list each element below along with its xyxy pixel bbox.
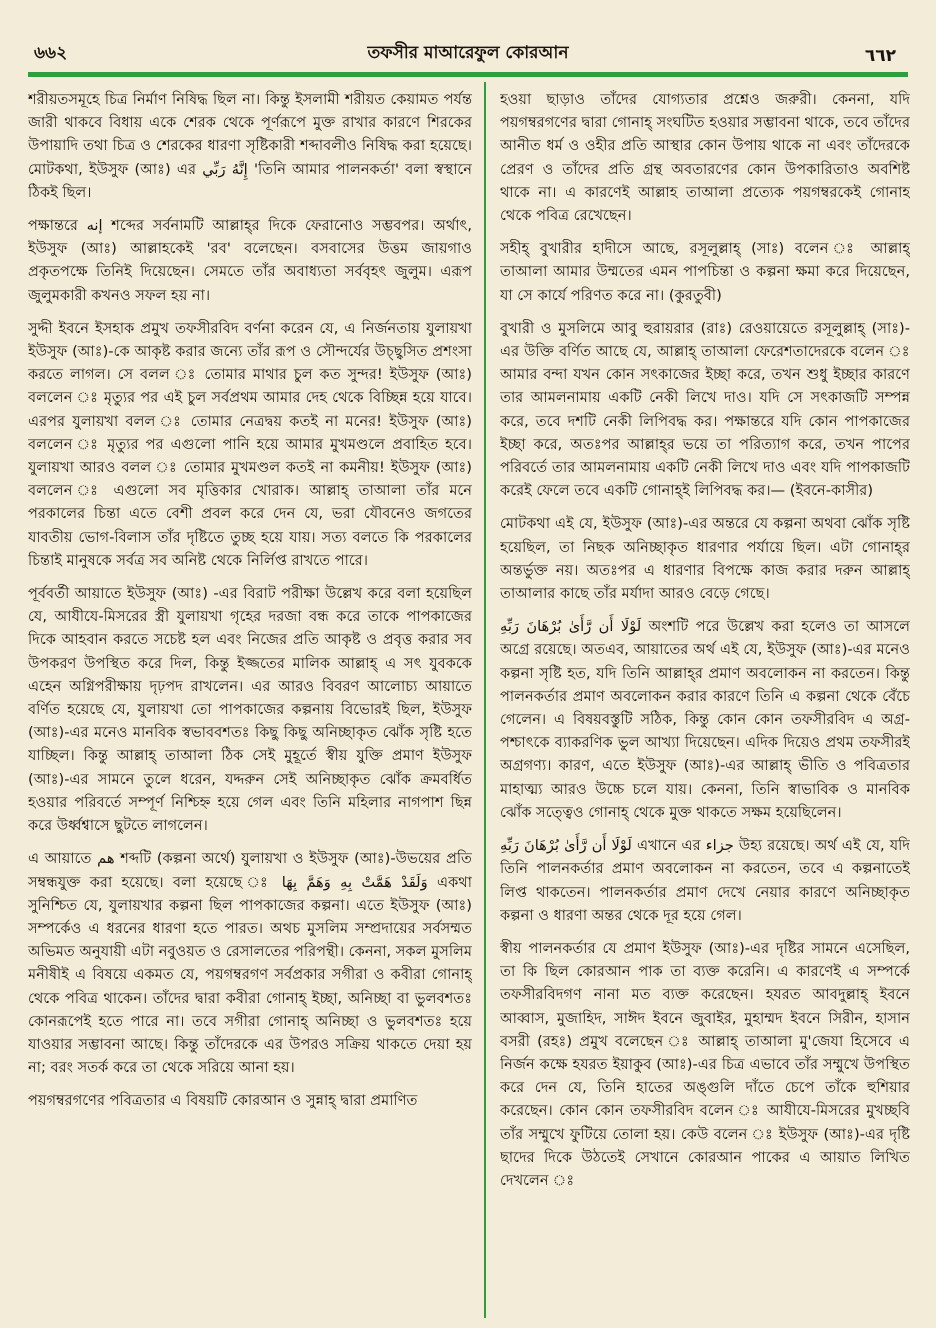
paragraph: শরীয়তসমূহে চিত্র নির্মাণ নিষিদ্ধ ছিল না। কিন্তু ইসলামী শরীয়ত কেয়ামত পর্যন্ত জারী থাকবে বিধায় একে শেরক থেকে পূর্ণরূপে মুক্ত রাখার কারণে শিরকের উপায়াদি তথা চিত্র ও শেরকের ধারণা সৃষ্টিকারী শব্দাবলীও নিষিদ্ধ করা হয়েছে। মোটকথা, ইউসুফ (আঃ) এর إِنَّهُ رَبِّي 'তিনি আমার পালনকর্তা' বলা স্বস্থানে ঠিকই ছিল।	[28, 91, 472, 201]
paragraph: হওয়া ছাড়াও তাঁদের যোগ্যতার প্রশ্নেও জরুরী। কেননা, যদি পয়গম্বরগণের দ্বারা গোনাহ্ সংঘটিত হওয়ার সম্ভাবনা থাকে, তবে তাঁদের আনীত ধর্ম ও ওহীর প্রতি আস্থার কোন উপায় থাকে না এবং তাঁদেরকে প্রেরণ ও তাঁদের প্রতি গ্রন্থ অবতারণের কোন উপকারিতাও অবশিষ্ট থাকে না। এ কারণেই আল্লাহ তাআলা প্রত্যেক পয়গম্বরকেই গোনাহ থেকে পবিত্র রেখেছেন।	[500, 91, 910, 225]
page-number-right: ٦٦٢	[864, 46, 896, 66]
paragraph: পক্ষান্তরে إنه শব্দের সর্বনামটি আল্লাহ্‌র দিকে ফেরানোও সম্ভবপর। অর্থাৎ, ইউসুফ (আঃ) আল্লাহকেই 'রব' বলেছেন। বসবাসের উত্তম জায়গাও প্রকৃতপক্ষে তিনিই দিয়েছেন। সেমতে তাঁর অবাধ্যতা সর্ববৃহৎ জুলুম। এরূপ জুলুমকারী কখনও সফল হয় না।	[28, 217, 472, 304]
right-column	[500, 88, 910, 1320]
paragraph: সহীহ্ বুখারীর হাদীসে আছে, রসূলুল্লাহ্ (সাঃ) বলেন ঃ আল্লাহ্ তাআলা আমার উম্মতের এমন পাপচিন্তা ও কল্পনা ক্ষমা করে দিয়েছেন, যা সে কার্যে পরিণত করে না। (কুরতুবী)	[500, 240, 910, 304]
paragraph: স্বীয় পালনকর্তার যে প্রমাণ ইউসুফ (আঃ)-এর দৃষ্টির সামনে এসেছিল, তা কি ছিল কোরআন পাক তা ব্যক্ত করেনি। এ কারণেই এ সম্পর্কে তফসীরবিদগণ নানা মত ব্যক্ত করেছেন। হযরত আবদুল্লাহ্ ইবনে আব্বাস, মুজাহিদ, সাঈদ ইবনে জুবাইর, মুহাম্মদ ইবনে সিরীন, হাসান বসরী (রহঃ) প্রমুখ বলেছেন ঃ আল্লাহ্ তাআলা মু'জেযা হিসেবে এ নির্জন কক্ষে হযরত ইয়াকুব (আঃ)-এর চিত্র এভাবে তাঁর সম্মুখে উপস্থিত করে দেন যে, তিনি হাতের অঙ্গুলি দাঁতে চেপে তাঁকে হুশিয়ার করেছেন। কোন কোন তফসীরবিদ বলেন ঃ আযীযে-মিসরের মুখচ্ছবি তাঁর সম্মুখে ফুটিয়ে তোলা হয়। কেউ বলেন ঃ ইউসুফ (আঃ)-এর দৃষ্টি ছাদের দিকে উঠতেই সেখানে কোরআন পাকের এ আয়াত লিখিত দেখলেন ঃ	[500, 939, 910, 1189]
left-column	[28, 88, 472, 1320]
paragraph: এ আয়াতে هم শব্দটি (কল্পনা অর্থে) যুলায়খা ও ইউসুফ (আঃ)-উভয়ের প্রতি সম্বন্ধযুক্ত করা হয়েছে। বলা হয়েছে ঃ وَلَقَدْ هَمَّتْ بِهِ وَهَمَّ بِهَا একথা সুনিশ্চিত যে, যুলায়খার কল্পনা ছিল পাপকাজের কল্পনা। এতে ইউসুফ (আঃ) সম্পর্কেও এ ধরনের ধারণা হতে পারত। অথচ মুসলিম সম্প্রদায়ের সর্বসম্মত অভিমত অনুযায়ী এটা নবুওয়ত ও রেসালতের পরিপন্থী। কেননা, সকল মুসলিম মনীষীই এ বিষয়ে একমত যে, পয়গম্বরগণ সর্বপ্রকার সগীরা ও কবীরা গোনাহ্ থেকে পবিত্র থাকেন। তাঁদের দ্বারা কবীরা গোনাহ্ ইচ্ছা, অনিচ্ছা বা ভুলবশতঃ কোনরূপেই হতে পারে না। তবে সগীরা গোনাহ্ অনিচ্ছা ও ভুলবশতঃ হয়ে যাওয়ার সম্ভাবনা আছে। কিন্তু তাঁদেরকে এর উপরও সক্রিয় থাকতে দেয়া হয় না; বরং সতর্ক করে তা থেকে সরিয়ে আনা হয়।	[28, 850, 472, 1077]
page-header	[0, 0, 936, 78]
paragraph: মোটকথা এই যে, ইউসুফ (আঃ)-এর অন্তরে যে কল্পনা অথবা ঝোঁক সৃষ্টি হয়েছিল, তা নিছক অনিচ্ছাকৃত ধারণার পর্যায়ে ছিল। এটা গোনাহ্‌র অন্তর্ভুক্ত নয়। অতঃপর এ ধারণার বিপক্ষে কাজ করার দরুন আল্লাহ্ তাআলার কাছে তাঁর মর্যাদা আরও বেড়ে গেছে।	[500, 515, 910, 603]
paragraph: لَوْلَا أَن رَّأَىٰ بُرْهَانَ رَبِّهِ এখানে এর جزاء উহ্য রয়েছে। অর্থ এই যে, যদি তিনি পালনকর্তার প্রমাণ অবলোকন না করতেন, তবে এ কল্পনাতেই লিপ্ত থাকতেন। পালনকর্তার প্রমাণ দেখে নেয়ার কারণে অনিচ্ছাকৃত কল্পনা ও ধারণা অন্তর থেকে দূর হয়ে গেল।	[500, 837, 910, 924]
header-rule	[28, 72, 908, 77]
page-number-left: ৬৬২	[34, 43, 68, 63]
paragraph: পয়গম্বরগণের পবিত্রতার এ বিষয়টি কোরআন ও সুন্নাহ্ দ্বারা প্রমাণিত	[28, 1092, 418, 1110]
column-divider	[484, 82, 486, 1318]
paragraph: لَوْلَا أَن رَّأَىٰ بُرْهَانَ رَبِّهِ অংশটি পরে উল্লেখ করা হলেও তা আসলে অগ্রে রয়েছে। অতএব, আয়াতের অর্থ এই যে, ইউসুফ (আঃ)-এর মনেও কল্পনা সৃষ্টি হত, যদি তিনি আল্লাহ্‌র প্রমাণ অবলোকন না করতেন। কিন্তু পালনকর্তার প্রমাণ অবলোকন করার কারণে তিনি এ কল্পনা থেকে বেঁচে গেলেন। এ বিষয়বস্তুটি সঠিক, কিন্তু কোন কোন তফসীরবিদ এ অগ্র-পশ্চাৎকে ব্যাকরণিক ভুল আখ্যা দিয়েছেন। এদিক দিয়েও প্রথম তফসীরই অগ্রগণ্য। কারণ, এতে ইউসুফ (আঃ)-এর আল্লাহ্ ভীতি ও পবিত্রতার মাহাত্ম্য আরও উচ্চে চলে যায়। কেননা, তিনি স্বাভাবিক ও মানবিক ঝোঁক সত্ত্বেও গোনাহ্ থেকে মুক্ত থাকতে সক্ষম হয়েছিলেন।	[500, 618, 910, 821]
paragraph: সুদ্দী ইবনে ইসহাক প্রমুখ তফসীরবিদ বর্ণনা করেন যে, এ নির্জনতায় যুলায়খা ইউসুফ (আঃ)-কে আকৃষ্ট করার জন্যে তাঁর রূপ ও সৌন্দর্যের উচ্ছ্বসিত প্রশংসা করতে লাগল। সে বলল ঃ তোমার মাথার চুল কত সুন্দর! ইউসুফ (আঃ) বললেন ঃ মৃত্যুর পর এই চুল সর্বপ্রথম আমার দেহ থেকে বিচ্ছিন্ন হয়ে যাবে। এরপর যুলায়খা বলল ঃ তোমার নেত্রদ্বয় কতই না মনের! ইউসুফ (আঃ) বললেন ঃ মৃত্যুর পর এগুলো পানি হয়ে আমার মুখমণ্ডলে প্রবাহিত হবে। যুলায়খা আরও বলল ঃ তোমার মুখমণ্ডল কতই না কমনীয়! ইউসুফ (আঃ) বললেন ঃ এগুলো সব মৃত্তিকার খোরাক। আল্লাহ্ তাআলা তাঁর মনে পরকালের চিন্তা এতে বেশী প্রবল করে দেন যে, ভরা যৌবনেও জগতের যাবতীয় ভোগ-বিলাস তাঁর দৃষ্টিতে তুচ্ছ হয়ে যায়। সত্য বলতে কি পরকালের চিন্তাই মানুষকে সর্বত্র সব অনিষ্ট থেকে নির্লিপ্ত রাখতে পারে।	[28, 319, 472, 569]
paragraph: বুখারী ও মুসলিমে আবু হুরায়রার (রাঃ) রেওয়ায়েতে রসূলুল্লাহ্ (সাঃ)-এর উক্তি বর্ণিত আছে যে, আল্লাহ্ তাআলা ফেরেশতাদেরকে বলেন ঃ আমার বন্দা যখন কোন সৎকাজের ইচ্ছা করে, তখন শুধু ইচ্ছার কারণে তার আমলনামায় একটি নেকী লিখে দাও। যদি সে সৎকাজটি সম্পন্ন করে, তবে দশটি নেকী লিপিবদ্ধ কর। পক্ষান্তরে যদি কোন পাপকাজের ইচ্ছা করে, অতঃপর আল্লাহ্‌র ভয়ে তা পরিত্যাগ করে, তখন পাপের পরিবর্তে তার আমলনামায় একটি নেকী লিখে দাও এবং যদি পাপকাজটি করেই ফেলে তবে একটি গোনাহ্‌ই লিপিবদ্ধ কর।— (ইবনে-কাসীর)	[500, 319, 910, 500]
paragraph: পূর্ববর্তী আয়াতে ইউসুফ (আঃ) -এর বিরাট পরীক্ষা উল্লেখ করে বলা হয়েছিল যে, আযীযে-মিসরের স্ত্রী যুলায়খা গৃহের দরজা বন্ধ করে তাকে পাপকাজের দিকে আহবান করতে সচেষ্ট হল এবং নিজের প্রতি আকৃষ্ট ও প্রবৃত্ত করার সব উপকরণ উপস্থিত করে দিল, কিন্তু ইজ্জতের মালিক আল্লাহ্ এ সৎ যুবককে এহেন অগ্নিপরীক্ষায় দৃঢ়পদ রাখলেন। এর আরও বিবরণ আলোচ্য আয়াতে বর্ণিত হয়েছে যে, যুলায়খা তো পাপকাজের কল্পনায় বিভোরই ছিল, ইউসুফ (আঃ)-এর মনেও মানবিক স্বভাববশতঃ কিছু কিছু অনিচ্ছাকৃত ঝোঁক সৃষ্টি হতে যাচ্ছিল। কিন্তু আল্লাহ্ তাআলা ঠিক সেই মুহূর্তে স্বীয় যুক্তি প্রমাণ ইউসুফ (আঃ)-এর সামনে তুলে ধরেন, যদ্দরুন সেই অনিচ্ছাকৃত ঝোঁক ক্রমবর্ধিত হওয়ার পরিবর্তে সম্পূর্ণ নিশ্চিহ্ন হয়ে গেল এবং তিনি মহিলার নাগপাশ ছিন্ন করে উর্ধ্বশ্বাসে ছুটতে লাগলেন।	[28, 585, 472, 835]
book-title: তফসীর মাআরেফুল কোরআন	[367, 43, 569, 63]
